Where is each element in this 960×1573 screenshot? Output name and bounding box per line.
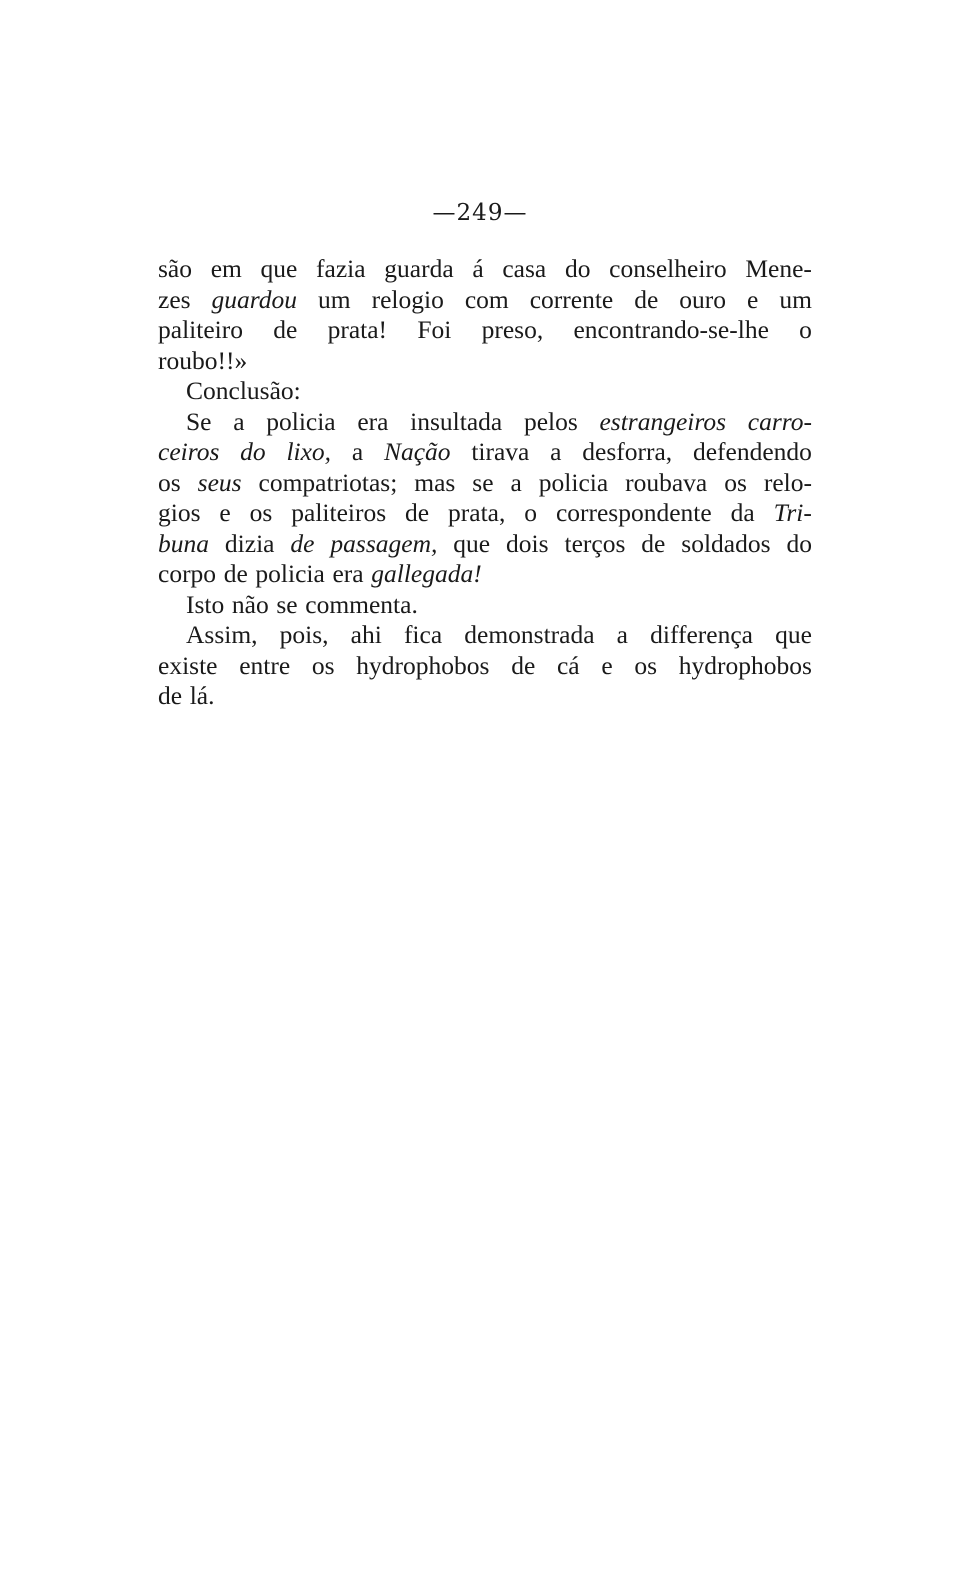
text-line	[158, 315, 812, 346]
text-line	[158, 285, 812, 316]
text-line	[158, 529, 812, 560]
word: Conclusão:	[186, 376, 301, 405]
word: de	[223, 559, 248, 588]
word: gallegada!	[371, 559, 482, 588]
word: os	[724, 467, 747, 497]
word: seus	[197, 467, 242, 497]
word: desforra,	[582, 437, 673, 466]
word: commenta.	[305, 589, 418, 619]
word: differença	[650, 620, 753, 649]
word: que	[453, 528, 491, 558]
word: mas	[414, 467, 456, 497]
text-line	[158, 590, 812, 621]
word: carro-	[747, 406, 812, 436]
word: preso,	[481, 315, 544, 344]
word: e	[601, 650, 613, 680]
word: fica	[403, 620, 443, 649]
word: casa	[502, 254, 547, 283]
word: á	[472, 254, 484, 283]
word: corrente	[529, 284, 614, 314]
word: gios	[158, 498, 201, 527]
word: Se	[186, 406, 212, 436]
word: corpo	[158, 559, 217, 588]
word: relo-	[763, 467, 812, 497]
word: paliteiros	[291, 498, 387, 527]
word: lixo,	[286, 437, 332, 466]
word: de	[641, 528, 666, 558]
word: entre	[239, 650, 291, 680]
word: de	[634, 284, 659, 314]
word: policia	[255, 559, 325, 588]
text-line	[158, 620, 812, 651]
word: pelos	[523, 406, 578, 436]
word: lá.	[189, 681, 215, 710]
word: do	[240, 437, 266, 466]
word: prata,	[448, 498, 506, 527]
word: de	[405, 498, 430, 527]
word: o	[799, 315, 812, 344]
word: fazia	[316, 254, 366, 283]
word: ouro	[679, 284, 727, 314]
word: conselheiro	[609, 254, 727, 283]
word: cá	[556, 650, 580, 680]
word: paliteiro	[158, 315, 243, 344]
word: hydrophobos	[678, 650, 812, 680]
word: guardou	[211, 284, 298, 314]
word: pois,	[279, 620, 329, 649]
word: a	[351, 437, 364, 466]
word: Isto	[186, 589, 225, 619]
word: policia	[266, 406, 336, 436]
word: em	[210, 254, 242, 283]
text-line	[158, 407, 812, 438]
word: Foi	[417, 315, 452, 344]
word: dizia	[224, 528, 275, 558]
word: os	[249, 498, 273, 527]
word: e	[747, 284, 759, 314]
word: não	[231, 589, 269, 619]
word: os	[311, 650, 335, 680]
word: zes	[158, 284, 191, 314]
word: era	[357, 406, 389, 436]
word: guarda	[384, 254, 454, 283]
word: a	[550, 437, 562, 466]
word: passagem,	[330, 528, 438, 558]
word: Mene-	[745, 254, 812, 283]
word: hydrophobos	[356, 650, 490, 680]
text-line	[158, 437, 812, 468]
word: de	[273, 315, 298, 344]
text-line	[158, 498, 812, 529]
word: o	[524, 498, 538, 527]
word: insultada	[410, 406, 503, 436]
word: um	[779, 284, 812, 314]
word: que	[260, 254, 298, 283]
word: Nação	[383, 437, 451, 466]
word: policia	[538, 467, 609, 497]
word: soldados	[681, 528, 771, 558]
word: um	[318, 284, 351, 314]
text-line	[158, 346, 812, 377]
word: prata!	[327, 315, 388, 344]
word: existe	[158, 650, 218, 680]
word: estrangeiros	[599, 406, 727, 436]
word: relogio	[371, 284, 444, 314]
text-line	[158, 559, 812, 590]
page-number: —249—	[432, 200, 528, 226]
word: e	[219, 498, 231, 527]
word: com	[464, 284, 509, 314]
word: de	[158, 681, 183, 710]
word: roubo!!»	[158, 345, 248, 375]
word: se	[472, 467, 494, 497]
word: da	[730, 498, 755, 527]
word: demonstrada	[464, 620, 595, 649]
word: do	[786, 528, 812, 558]
text-line	[158, 651, 812, 682]
word: era	[332, 559, 364, 588]
text-line	[158, 376, 812, 407]
word: a	[233, 406, 245, 436]
word: são	[158, 254, 192, 283]
word: se	[276, 589, 298, 619]
word: do	[564, 254, 591, 283]
word: a	[510, 467, 522, 497]
word: Assim,	[186, 620, 258, 649]
word: encontrando-se-lhe	[573, 315, 769, 344]
word: de	[290, 528, 315, 558]
text-line	[158, 681, 812, 712]
word: de	[511, 650, 536, 680]
word: buna	[158, 528, 209, 558]
word: correspondente	[555, 498, 712, 527]
text-line	[158, 254, 812, 285]
word: que	[775, 620, 812, 649]
body-text	[158, 254, 812, 712]
word: terços	[564, 528, 626, 558]
word: a	[616, 620, 628, 649]
word: ceiros	[158, 437, 220, 466]
word: os	[158, 467, 181, 497]
word: dois	[506, 528, 549, 558]
word: compatriotas;	[258, 467, 398, 497]
word: tirava	[471, 437, 530, 466]
word: ahi	[350, 620, 382, 649]
word: defendendo	[692, 437, 812, 466]
text-line	[158, 468, 812, 499]
word: os	[634, 650, 658, 680]
word: roubava	[625, 467, 708, 497]
word: Tri-	[773, 498, 812, 527]
